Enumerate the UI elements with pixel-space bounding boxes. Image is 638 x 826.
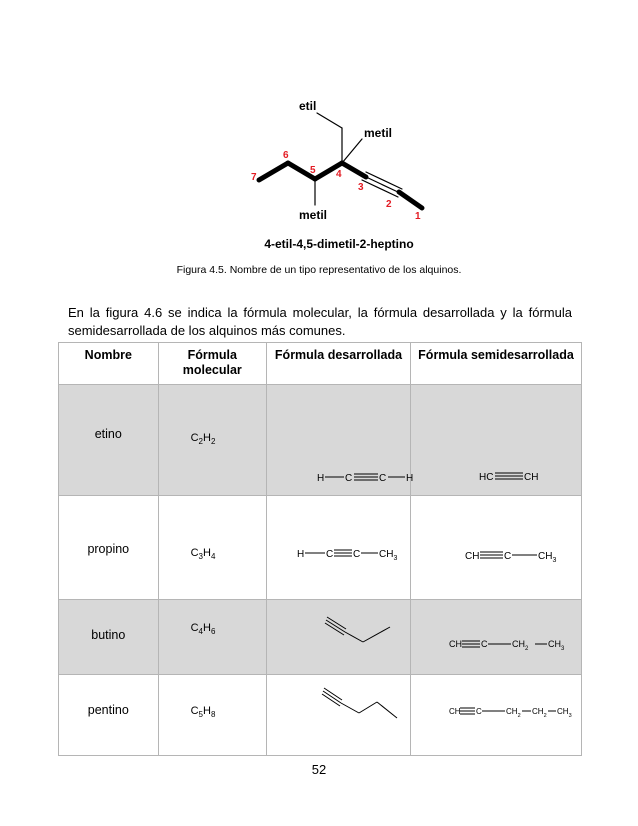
figure-caption: Figura 4.5. Nombre de un tipo representativo de los alquinos. xyxy=(176,264,462,276)
metil-top-label: metil xyxy=(364,126,393,140)
header-nombre: Nombre xyxy=(59,343,159,385)
intro-paragraph: En la figura 4.6 se indica la fórmula molecular, la fórmula desarrollada y la fórmula semidesarrollada de los alquinos más comunes. xyxy=(68,305,572,338)
developed-formula xyxy=(266,600,410,675)
row-name: propino xyxy=(59,496,159,600)
molecular-formula: $C_4H_6$ xyxy=(158,600,266,675)
structure-diagram xyxy=(0,0,638,260)
svg-text:C: C xyxy=(480,639,488,649)
locant-5: 5 xyxy=(310,165,316,176)
svg-text:CH2: $CH_2$ xyxy=(531,707,547,719)
svg-text:CH3: $CH_3$ xyxy=(556,707,572,719)
svg-text:CH2: $CH_2$ xyxy=(505,707,521,719)
semidevelopeded-formula xyxy=(410,385,581,496)
table-header-row xyxy=(59,343,582,385)
svg-text:C: C xyxy=(475,707,482,716)
svg-text:CH: CH xyxy=(464,551,480,562)
header-formula-molecular: Fórmula molecular xyxy=(158,343,266,385)
header-formula-semidesarrollada: Fórmula semidesarrollada xyxy=(410,343,581,385)
metil-bottom-label: metil xyxy=(299,208,328,222)
molecular-formula: $C_3H_4$ xyxy=(158,496,266,600)
developed-formula xyxy=(266,385,414,496)
semidevelopeded-formula xyxy=(410,675,581,756)
svg-text:CH: CH xyxy=(448,639,462,649)
svg-text:CH3: $CH_3$ xyxy=(547,639,565,652)
alkynes-table xyxy=(58,342,582,756)
svg-text:HC: HC xyxy=(478,472,494,483)
locant-2: 2 xyxy=(386,199,392,210)
svg-text:C: C xyxy=(352,549,361,560)
locant-1: 1 xyxy=(415,211,421,222)
svg-text:C: C xyxy=(344,473,353,484)
svg-text:CH: CH xyxy=(523,472,539,483)
molecular-formula: $C_2H_2$ xyxy=(158,385,266,496)
header-formula-desarrollada: Fórmula desarrollada xyxy=(266,343,410,385)
svg-text:CH3: $CH_3$ xyxy=(537,551,557,564)
semidevelopeded-formula xyxy=(410,496,581,600)
svg-text:CH3: $CH_3$ xyxy=(378,549,398,562)
table-row xyxy=(59,496,582,600)
row-name: etino xyxy=(59,385,159,496)
page-number: 52 xyxy=(311,762,327,777)
svg-text:H: H xyxy=(296,549,305,560)
svg-text:H: H xyxy=(405,473,414,484)
svg-text:C: C xyxy=(325,549,334,560)
svg-text:C: C xyxy=(503,551,512,562)
semidevelopeded-formula xyxy=(410,600,581,675)
molecular-formula: $C_5H_8$ xyxy=(158,675,266,756)
developed-formula xyxy=(266,675,410,756)
table-row xyxy=(59,675,582,756)
compound-name: 4-etil-4,5-dimetil-2-heptino xyxy=(264,237,414,251)
etil-label: etil xyxy=(299,99,317,113)
locant-6: 6 xyxy=(283,150,289,161)
developed-formula xyxy=(266,496,410,600)
table-row xyxy=(59,385,582,496)
table-row xyxy=(59,600,582,675)
svg-text:C: C xyxy=(378,473,387,484)
locant-4: 4 xyxy=(336,169,342,180)
locant-3: 3 xyxy=(358,182,364,193)
svg-text:CH: CH xyxy=(448,707,461,716)
row-name: pentino xyxy=(59,675,159,756)
svg-text:CH2: $CH_2$ xyxy=(511,639,529,652)
row-name: butino xyxy=(59,600,159,675)
svg-text:H: H xyxy=(316,473,325,484)
locant-7: 7 xyxy=(251,172,257,183)
